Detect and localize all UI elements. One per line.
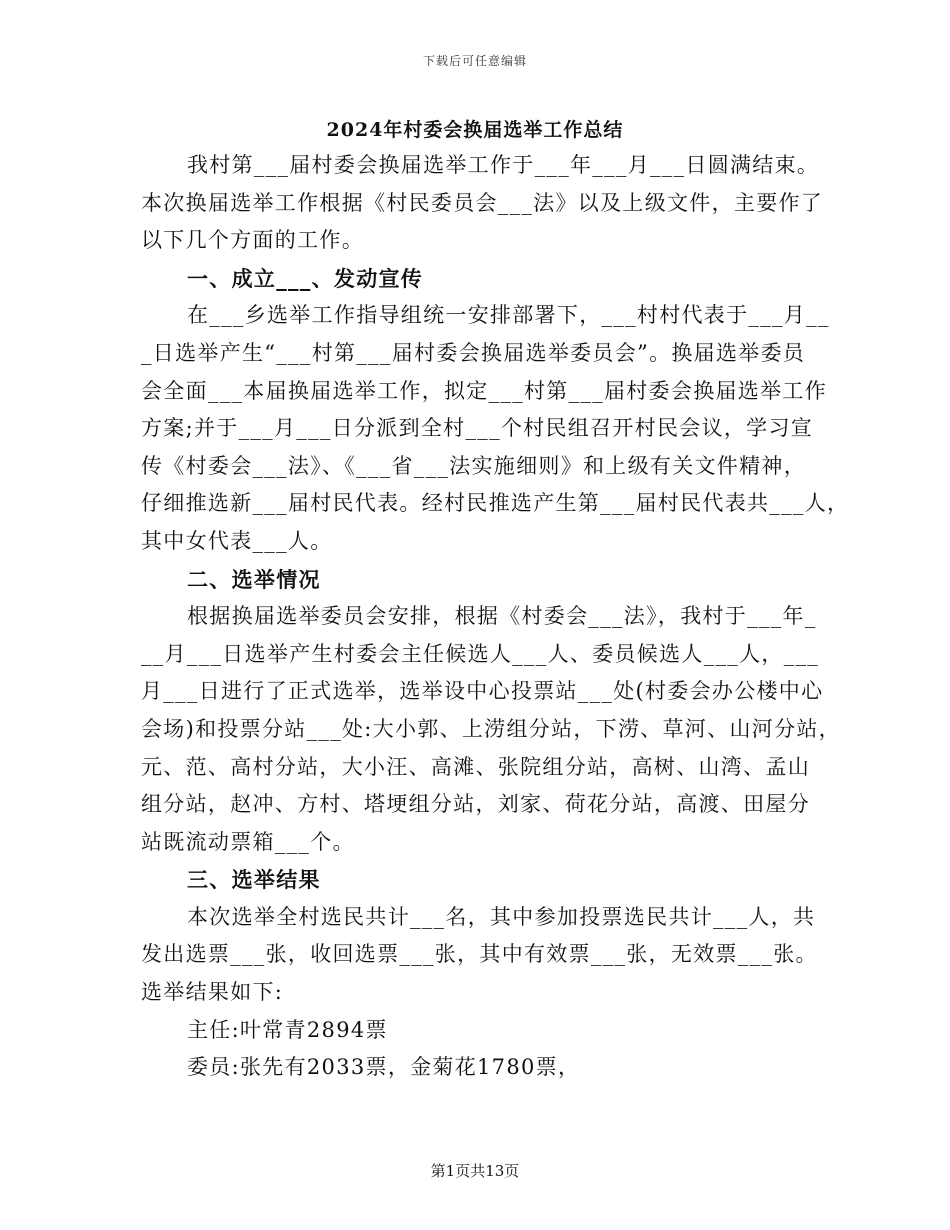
paragraph-line: __月___日选举产生村委会主任候选人___人、委员候选人___人，___ [141,641,820,666]
document-body [141,147,850,1087]
paragraph-line: 发出选票___张，收回选票___张，其中有效票___张，无效票___张。 [141,942,818,967]
paragraph-line: 委员:张先有2033票，金菊花1780票， [187,1055,581,1080]
paragraph-line: 在___乡选举工作指导组统一安排部署下，___村村代表于___月__ [187,303,830,328]
paragraph-line: 站既流动票箱___个。 [141,829,355,854]
paragraph-line: 根据换届选举委员会安排，根据《村委会___法》，我村于___年_ [187,604,817,629]
paragraph-line: 月___日进行了正式选举，选举设中心投票站___处(村委会办公楼中心 [141,679,824,704]
page-header: 下载后可任意编辑 [422,54,527,68]
paragraph-line: 组分站，赵冲、方村、塔埂组分站，刘家、荷花分站，高渡、田屋分 [141,792,810,817]
paragraph-line: 方案;并于___月___日分派到全村___个村民组召开村民会议，学习宣 [141,416,814,441]
paragraph-line: 传《村委会___法》、《___省___法实施细则》和上级有关文件精神， [141,453,806,478]
page-footer: 第1页共13页 [430,1162,520,1180]
paragraph-line: 主任:叶常青2894票 [187,1017,388,1042]
paragraph-line: 元、范、高村分站，大小汪、高滩、张院组分站，高树、山湾、孟山 [141,754,810,779]
paragraph-line: _日选举产生“___村第___届村委会换届选举委员会”。换届选举委员 [141,340,806,365]
paragraph-line: 选举结果如下: [141,980,284,1005]
paragraph-line: 本次换届选举工作根据《村民委员会___法》以及上级文件，主要作了 [141,190,824,215]
document-title: 2024年村委会换届选举工作总结 [326,119,624,141]
paragraph-line: 会场)和投票分站___处:大小郭、上涝组分站，下涝、草河、山河分站， [141,716,841,741]
section-heading: 一、成立___、发动宣传 [187,265,424,291]
paragraph-line: 以下几个方面的工作。 [141,228,364,253]
paragraph-line: 仔细推选新___届村民代表。经村民推选产生第___届村民代表共___人， [141,491,850,516]
paragraph-line: 会全面___本届换届选举工作，拟定___村第___届村委会换届选举工作 [141,378,827,403]
paragraph-line: 其中女代表___人。 [141,528,333,553]
paragraph-line: 本次选举全村选民共计___名，其中参加投票选民共计___人，共 [187,904,816,929]
section-heading: 三、选举结果 [187,867,321,893]
section-heading: 二、选举情况 [187,566,321,592]
paragraph-line: 我村第___届村委会换届选举工作于___年___月___日圆满结束。 [187,153,820,177]
